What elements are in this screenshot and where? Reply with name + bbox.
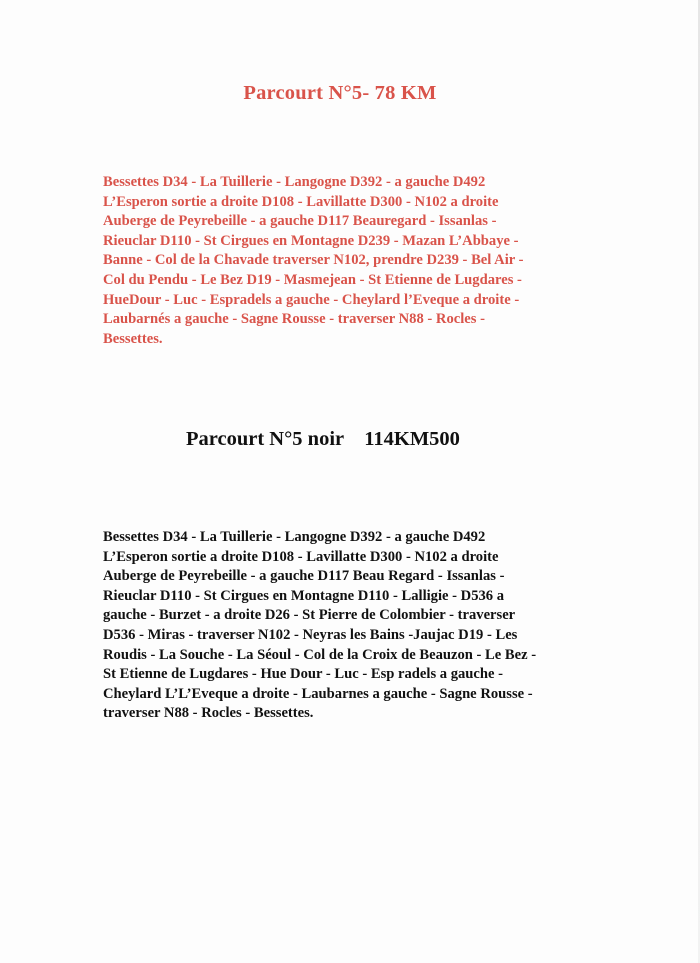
route-78km-line: HueDour - Luc - Espradels a gauche - Cheylard l’Eveque a droite - — [103, 291, 520, 308]
route-noir-line: St Etienne de Lugdares - Hue Dour - Luc - Esp radels a gauche - — [103, 666, 504, 683]
route-noir-line: traverser N88 - Rocles - Bessettes. — [103, 705, 314, 722]
route-78km-line: L’Esperon sortie a droite D108 - Lavillatte D300 - N102 a droite — [103, 193, 499, 210]
route-78km-line: Auberge de Peyrebeille - a gauche D117 Beauregard - Issanlas - — [103, 213, 497, 230]
route-78km-line: Col du Pendu - Le Bez D19 - Masmejean - St Etienne de Lugdares - — [103, 271, 522, 288]
route-78km-description — [103, 173, 603, 349]
route-noir-title: Parcourt N°5 noir 114KM500 — [186, 428, 460, 450]
route-78km-line: Banne - Col de la Chavade traverser N102, prendre D239 - Bel Air - — [103, 252, 524, 269]
route-noir-description — [103, 528, 603, 724]
route-78km-line: Rieuclar D110 - St Cirgues en Montagne D239 - Mazan L’Abbaye - — [103, 232, 519, 249]
route-78km-line: Bessettes. — [103, 330, 163, 347]
route-noir-line: Rieuclar D110 - St Cirgues en Montagne D110 - Lalligie - D536 a — [103, 587, 505, 604]
route-noir-line: Bessettes D34 - La Tuillerie - Langogne D392 - a gauche D492 — [103, 529, 486, 545]
route-noir-line: gauche - Burzet - a droite D26 - St Pierre de Colombier - traverser — [103, 607, 516, 624]
route-noir-line: Auberge de Peyrebeille - a gauche D117 Beau Regard - Issanlas - — [103, 568, 505, 585]
route-noir-line: D536 - Miras - traverser N102 - Neyras les Bains -Jaujac D19 - Les — [103, 626, 518, 643]
route-noir-line: L’Esperon sortie a droite D108 - Lavillatte D300 - N102 a droite — [103, 548, 499, 565]
route-noir-line: Cheylard L’L’Eveque a droite - Laubarnes a gauche - Sagne Rousse - — [103, 685, 533, 702]
route-78km-line: Bessettes D34 - La Tuillerie - Langogne D392 - a gauche D492 — [103, 174, 486, 190]
route-78km-title: Parcourt N°5- 78 KM — [243, 82, 437, 104]
route-78km-line: Laubarnés a gauche - Sagne Rousse - traverser N88 - Rocles - — [103, 311, 485, 328]
route-noir-line: Roudis - La Souche - La Séoul - Col de la Croix de Beauzon - Le Bez - — [103, 646, 537, 663]
